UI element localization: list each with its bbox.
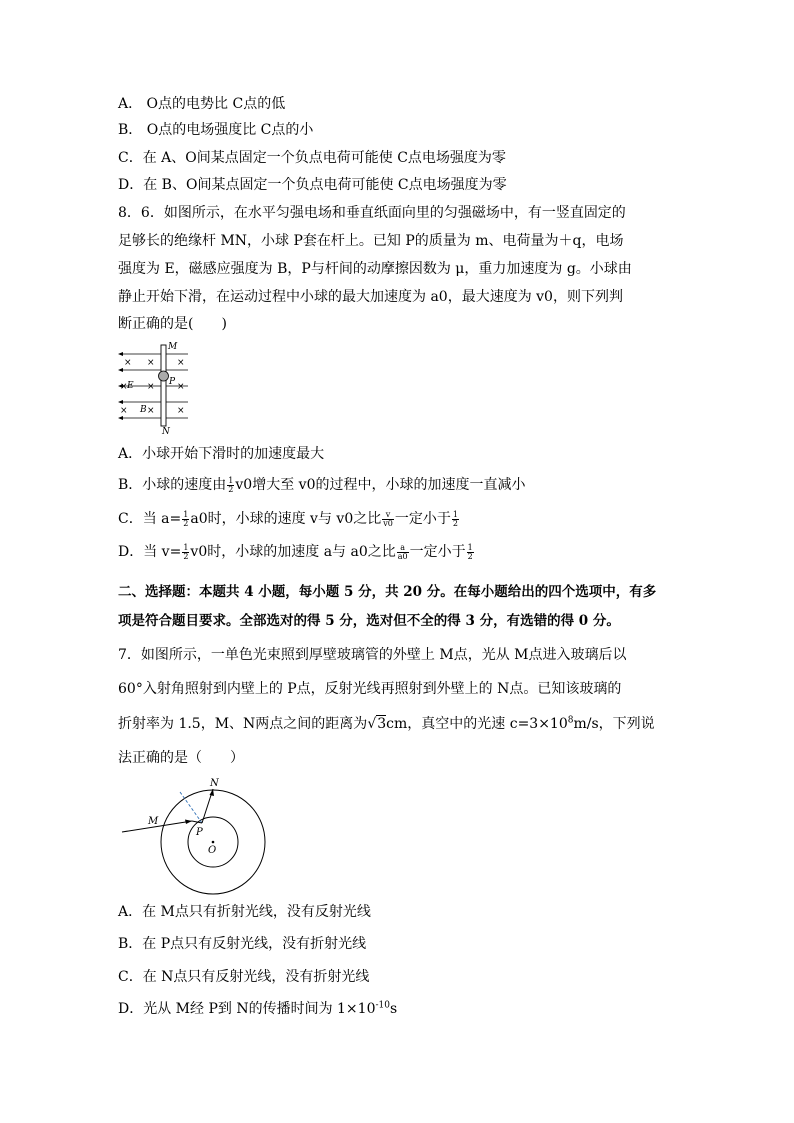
option-a-prev: A． O点的电势比 C点的低 bbox=[118, 96, 286, 112]
label-o: O bbox=[208, 845, 217, 856]
q7-option-a: A．在 M点只有折射光线，没有反射光线 bbox=[118, 904, 371, 920]
cross-mark: × bbox=[124, 358, 132, 368]
q8-stem-3: 强度为 E，磁感应强度为 B，P与杆间的动摩擦因数为 μ，重力加速度为 g。小球由 bbox=[118, 261, 632, 277]
label-p: P bbox=[169, 377, 176, 387]
cross-mark: × bbox=[177, 358, 185, 368]
cross-mark: × bbox=[177, 382, 185, 392]
label-n: N bbox=[162, 427, 170, 434]
q7-stem-1: 7．如图所示，一单色光束照到厚壁玻璃管的外壁上 M点，光从 M点进入玻璃后以 bbox=[118, 647, 627, 663]
q8-option-b: B．小球的速度由 $\frac{1}{2}$ v0增大至 v0的过程中，小球的加速度一直减小 bbox=[118, 475, 526, 494]
q8-stem-4: 静止开始下滑，在运动过程中小球的最大加速度为 a0，最大速度为 v0，则下列判 bbox=[118, 289, 623, 305]
q7-stem-4: 法正确的是（ ） bbox=[118, 750, 244, 766]
q8-stem-1: 8．6．如图所示，在水平匀强电场和垂直纸面向里的匀强磁场中，有一竖直固定的 bbox=[118, 205, 626, 221]
q8-stem-2: 足够长的绝缘杆 MN，小球 P套在杆上。已知 P的质量为 m、电荷量为＋q，电场 bbox=[118, 233, 624, 249]
label-m: M bbox=[168, 342, 178, 352]
q7-option-d: D．光从 M经 P到 N的传播时间为 $1\times 10^{-10}s$ bbox=[118, 1000, 398, 1017]
q7-figure bbox=[118, 772, 274, 896]
q8-figure bbox=[114, 340, 198, 434]
option-d-prev: D．在 B、O间某点固定一个负点电荷可能使 C点电场强度为零 bbox=[118, 177, 507, 193]
q7-stem-2: 60°入射角照射到内壁上的 P点，反射光线再照射到外壁上的 N点。已知该玻璃的 bbox=[118, 681, 622, 697]
cross-mark: × bbox=[120, 382, 128, 392]
label-p: P bbox=[196, 827, 203, 838]
cross-mark: × bbox=[147, 358, 155, 368]
cross-mark: × bbox=[147, 382, 155, 392]
cross-mark: × bbox=[147, 406, 155, 416]
section2-header-2: 项是符合题目要求。全部选对的得 5 分，选对但不全的得 3 分，有选错的得 0 分。 bbox=[118, 613, 620, 629]
section2-header-1: 二、选择题：本题共 4 小题，每小题 5 分，共 20 分。在每小题给出的四个选项中，有多 bbox=[118, 584, 657, 600]
q7-stem-3: 折射率为 1.5，M、N两点之间的距离为√3cm，真空中的光速 $c=3\times 10^8m/s$，下列说 bbox=[118, 715, 655, 732]
q7-option-b: B．在 P点只有反射光线，没有折射光线 bbox=[118, 936, 367, 952]
label-m: M bbox=[148, 816, 159, 827]
q8-option-d: D．当 v= $\frac{1}{2}$ v0时，小球的加速度 a与 a0之比 $\frac{a}{a0}$ 一定小于 $\frac{1}{2}$ bbox=[118, 542, 473, 561]
label-b: B bbox=[140, 405, 147, 415]
option-b-prev: B． O点的电场强度比 C点的小 bbox=[118, 122, 314, 138]
cross-mark: × bbox=[177, 406, 185, 416]
cross-mark: × bbox=[120, 406, 128, 416]
q8-option-c: C．当 a= $\frac{1}{2}$ a0时，小球的速度 v与 v0之比 $\frac{v}{v0}$ 一定小于 $\frac{1}{2}$ bbox=[118, 509, 458, 528]
label-n: N bbox=[210, 778, 219, 789]
label-e: E bbox=[127, 381, 134, 391]
q8-stem-5: 断正确的是( ) bbox=[118, 316, 227, 332]
q8-option-a: A．小球开始下滑时的加速度最大 bbox=[118, 446, 325, 462]
option-c-prev: C．在 A、O间某点固定一个负点电荷可能使 C点电场强度为零 bbox=[118, 150, 506, 166]
q7-option-c: C．在 N点只有反射光线，没有折射光线 bbox=[118, 969, 370, 985]
